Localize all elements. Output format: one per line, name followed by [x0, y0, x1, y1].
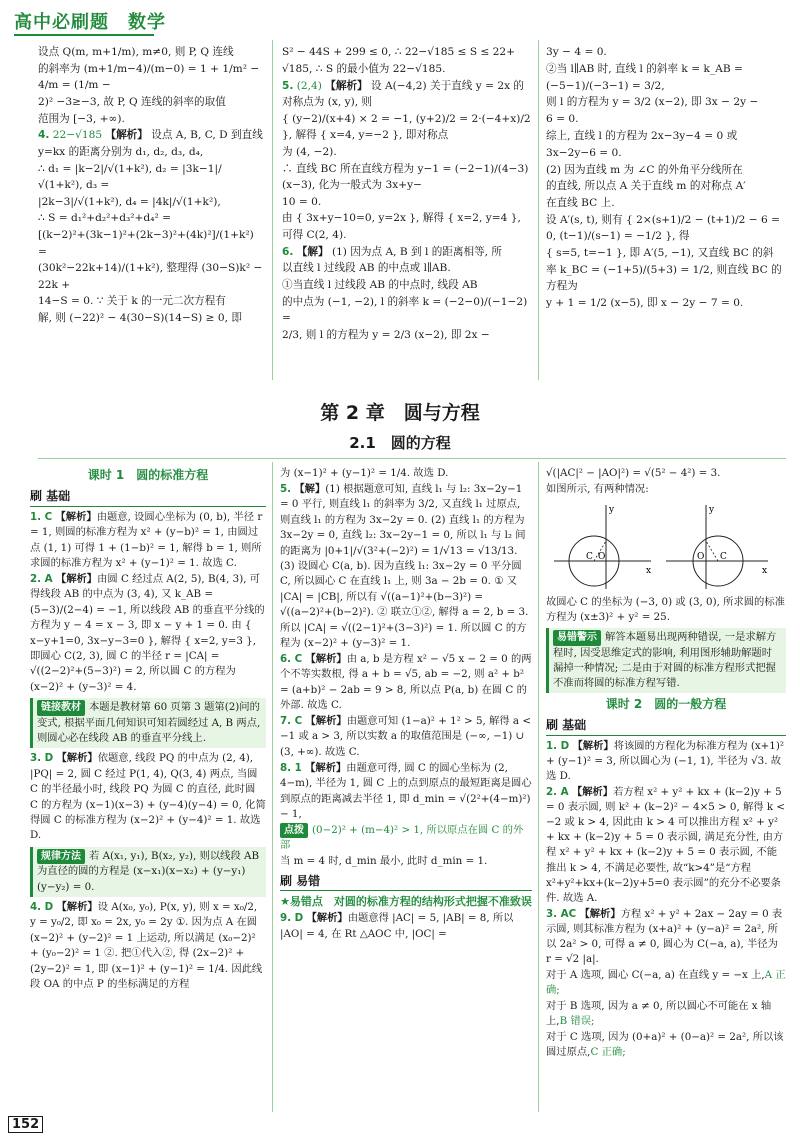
text-line: 3y − 4 = 0.	[546, 46, 607, 58]
figure-right	[666, 505, 768, 589]
text-line: 2)² −3≥−3, 故 P, Q 连线的斜率的取值	[38, 95, 226, 108]
section-label	[30, 489, 266, 506]
point-label: O	[598, 551, 606, 562]
header-rule	[14, 34, 154, 36]
solution-tag: 【解析】	[579, 907, 621, 920]
solution-tag: 【解析】	[55, 510, 97, 523]
bottom-column-3	[546, 466, 786, 1061]
question-number: 2. A	[30, 572, 53, 585]
column-divider	[538, 40, 539, 380]
solution-text: 由题意可得, 圆 C 的圆心坐标为 (2, 4−m), 半径为 1, 圆 C 上的点到原点的最短距离是圆心到原点的距离减去半径 1, 即 d_min = √(2²+(4−m)²) − 1,	[280, 761, 532, 820]
solution-text: 由题意, 设圆心坐标为 (0, b), 半径 r = 1, 则圆的标准方程为 x² + (y−b)² = 1, 由圆过点 (1, 1) 可得 1 + (1−b)² = 1, 解得 b = 1, 则所求圆的标准方程为 x² + (y−1)² = 1. 故选 C.	[30, 510, 263, 570]
point-label: C	[720, 551, 727, 562]
column-divider	[272, 40, 273, 380]
solution-tag: 【解析】	[55, 572, 98, 585]
text-line: (−5−1)/(−3−1) = 3/2,	[546, 79, 665, 92]
q6	[280, 652, 532, 714]
question-number: 6.	[282, 245, 294, 258]
lesson-title: 课时 1 圆的标准方程	[87, 468, 209, 482]
text-line: 的中点为 (−1, −2), l 的斜率 k = (−2−0)/(−1−2) =	[282, 295, 528, 325]
verdict: C 正确;	[590, 1046, 626, 1059]
solution-tag: 【解析】	[306, 912, 348, 925]
text-line: 对于 A 选项, 圆心 C(−a, a) 在直线 y = −x 上,	[546, 969, 765, 982]
solution-tag: 【解析】	[305, 761, 347, 774]
text-line: [(k−2)²+(3k−1)²+(2k−3)²+(4k)²]/(1+k²) =	[38, 229, 254, 258]
solution-text: (1) 根据题意可知, 直线 l₁ 与 l₂: 3x−2y−1 = 0 平行, 则直线 l₁ 的斜率为 3/2, 又直线 l₁ 过原点, 则直线 l₁ 的方程为 3x−2y = 0. (2) 直线 l₁ 的方程为 3x−2y = 0, 直线 l₂: 3x−2y−1 = 0, 所以 l₁ 与 l₂ 间的距离为 |0+1|/√(3²+(−2)²) = 1/√13 = √13/13. (3) 设圆心 C(a, b). 因为直线 l₁: 3x−2y = 0 平分圆 C, 所以圆心 C 在直线 l₁ 上, 则 3a − 2b = 0. ① 又 |CA| = |CB|, 所以有 √((a−1)²+(b−3)²) = √((a−2)²+(b−2)²). ② 联立①②, 解得 a = 2, b = 3. 所以 |CA| = √((2−1)²+(3−3)²) = 1. 所以圆 C 的方程为 (x−2)² + (y−3)² = 1.	[280, 482, 529, 649]
q3	[30, 751, 266, 843]
point-label: O	[697, 551, 705, 562]
solution-tag: 【解】	[294, 482, 326, 495]
lesson-title: 课时 2 圆的一般方程	[605, 697, 727, 712]
option-a	[546, 968, 786, 998]
solution-text: 由题意可知 (1−a)² + 1² > 5, 解得 a < −1 或 a > 3, 所以实数 a 的取值范围是 (−∞, −1) ∪ (3, +∞). 故选 C.	[280, 715, 531, 758]
text-line: 范围为 [−3, +∞).	[38, 112, 125, 125]
warning-label: 易错警示	[553, 630, 601, 645]
note-text: 本题是教材第 60 页第 3 题第(2)问的变式, 根据平面几何知识可知若圆经过 A, B 两点, 则圆心必在线段 AB 的垂直平分线上.	[37, 701, 261, 744]
text-line: √185, ∴ S 的最小值为 22−√185.	[282, 62, 446, 75]
bottom-column-1	[30, 464, 266, 993]
hint-label: 点拨	[280, 823, 308, 838]
method-label: 规律方法	[37, 849, 85, 864]
page-number: 152	[8, 1116, 43, 1133]
note-text: 若 A(x₁, y₁), B(x₂, y₂), 则以线段 AB 为直径的圆的方程是 (x−x₁)(x−x₂) + (y−y₁)(y−y₂) = 0.	[37, 849, 260, 893]
question-number: 4. D	[30, 901, 54, 914]
solution-tag: 【解析】	[572, 739, 614, 752]
q9	[280, 911, 532, 942]
text-line: 对于 B 选项, 因为 a ≠ 0, 所以圆心不可能在 x 轴上,	[546, 999, 772, 1028]
answer: 22−√185	[52, 129, 103, 142]
top-column-1	[38, 44, 266, 327]
section-title: 2.1 圆的方程	[349, 434, 451, 452]
section-label-text: 刷 基础	[546, 718, 587, 733]
solution-tag: 【解析】	[56, 752, 98, 765]
text-line: ∴ d₁ = |k−2|/√(1+k²), d₂ = |3k−1|/√(1+k²), d₃ =	[38, 162, 222, 191]
book-title: 高中必刷题 数学	[14, 12, 166, 33]
text-line: 设 A′(s, t), 则有 { 2×(s+1)/2 − (t+1)/2 − 6 = 0, (t−1)/(s−1) = −1/2 }, 得	[546, 213, 781, 243]
text-line: ①当直线 l 过线段 AB 的中点时, 线段 AB	[282, 279, 478, 292]
question-number: 4.	[38, 129, 50, 142]
warning-box	[546, 628, 786, 693]
solution-text: 依题意, 线段 PQ 的中点为 (2, 4), |PQ| = 2, 圆 C 经过 P(1, 4), Q(3, 4) 两点, 当圆 C 的半径最小时, 线段 PQ 为圆 C 的直径, 此时圆 C 的方程为 (x−1)(x−3) + (y−4)(y−4) = 0, 化简得圆 C 的标准方程为 (x−2)² + (y−4)² = 1. 故选 D.	[30, 752, 266, 842]
text-line: 以直线 l 过线段 AB 的中点或 l∥AB.	[282, 262, 451, 275]
text-line: 2/3, 则 l 的方程为 y = 2/3 (x−2), 即 2x −	[282, 329, 490, 342]
text-line: 设 A(−4,2) 关于直线 y = 2x 的对称点为 (x, y), 则	[282, 79, 525, 108]
page-header	[0, 0, 800, 38]
section-rule	[38, 458, 786, 459]
solution-tag: 【解析】	[56, 901, 98, 914]
axis-label: x	[762, 565, 768, 576]
text-line: 综上, 直线 l 的方程为 2x−3y−4 = 0 或	[546, 129, 738, 142]
section-label-text: 刷 基础	[30, 489, 71, 504]
solution-tag: 【解析】	[305, 652, 347, 665]
link-textbook-label: 链接教材	[37, 700, 85, 715]
section-label	[280, 874, 532, 891]
text-line: (30k²−22k+14)/(1+k²), 整理得 (30−S)k² − 22k +	[38, 262, 263, 291]
solution-text: 将该圆的方程化为标准方程为 (x+1)² + (y−1)² = 3, 所以圆心为 (−1, 1), 半径为 √3. 故选 D.	[546, 739, 784, 782]
hint	[280, 823, 532, 854]
solution-text: 由 a, b 是方程 x² − √5 x − 2 = 0 的两个不等实数根, 得 a + b = √5, ab = −2, 则 a² + b² = (a+b)² − 2ab = 9 > 8, 所以点 P(a, b) 在圆 C 的外部. 故选 C.	[280, 652, 532, 712]
text-line: 6 = 0.	[546, 113, 579, 126]
section-label	[546, 718, 786, 735]
top-column-2	[282, 44, 532, 344]
q6-head	[282, 244, 532, 260]
method-box	[30, 847, 266, 897]
text-line: y + 1 = 1/2 (x−5), 即 x − 2y − 7 = 0.	[546, 296, 744, 309]
hint-text: (0−2)² + (m−4)² > 1, 所以原点在圆 C 的外部	[280, 823, 524, 852]
text-line: 率 k_BC = (−1+5)/(5+3) = 1/2, 则直线 BC 的方程为	[546, 263, 782, 293]
text-line: ②当 l∥AB 时, 直线 l 的斜率 k = k_AB =	[546, 62, 743, 75]
solution-text: 由题意得 |AC| = 5, |AB| = 8, 所以 |AO| = 4, 在 Rt △AOC 中, |OC| =	[280, 912, 514, 940]
text-line: 的直线, 所以点 A 关于直线 m 的对称点 A′	[546, 180, 746, 193]
solution-tag: 【解】	[296, 245, 329, 258]
text-line: 当 m = 4 时, d_min 最小, 此时 d_min = 1.	[280, 855, 488, 868]
solution-text: 由圆 C 经过点 A(2, 5), B(4, 3), 可得线段 AB 的中点为 (3, 4), 又 k_AB = (5−3)/(2−4) = −1, 所以线段 AB 的垂直平分线的方程为 y − 4 = x − 3, 即 x − y + 1 = 0. 由 { x−y+1=0, 3x−y−3=0 }, 解得 { x=2, y=3 }, 即圆心 C(2, 3), 圆 C 的半径 r = |CA| = √((2−2)²+(5−3)²) = 2, 所以圆 C 的方程为 (x−2)² + (y−3)² = 4.	[30, 572, 265, 693]
option-b	[546, 999, 786, 1029]
question-number: 3. D	[30, 752, 54, 765]
text-line: ∴ 直线 BC 所在直线方程为 y−1 = (−2−1)/(4−3) (x−3), 化为一般式为 3x+y−	[282, 162, 529, 191]
axis-label: y	[709, 504, 715, 515]
mistake-heading: ★易错点 对圆的标准方程的结构形式把握不准致误	[280, 894, 532, 908]
q2	[546, 785, 786, 907]
question-number: 2. A	[546, 785, 569, 798]
solution-tag: 【解析】	[325, 79, 368, 92]
circle-figure	[546, 501, 776, 591]
question-number: 5.	[282, 79, 294, 92]
question-number: 9. D	[280, 912, 304, 925]
point-label: C	[586, 551, 593, 562]
solution-tag: 【解析】	[305, 715, 347, 727]
q1	[30, 510, 266, 572]
question-number: 5.	[280, 482, 292, 495]
question-number: 3. AC	[546, 907, 577, 920]
column-divider	[538, 462, 539, 1112]
text-line: (2) 因为直线 m 为 ∠C 的外角平分线所在	[546, 163, 743, 176]
text-line: 14−S = 0. ∵ 关于 k 的一元二次方程有	[38, 295, 226, 308]
column-divider	[272, 462, 273, 1112]
axis-label: x	[646, 565, 652, 576]
q4	[30, 900, 266, 992]
q4-head	[38, 127, 266, 160]
text-line: S² − 44S + 299 ≤ 0, ∴ 22−√185 ≤ S ≤ 22+	[282, 46, 516, 58]
text-line: 解, 则 (−22)² − 4(30−S)(14−S) ≥ 0, 即	[38, 312, 242, 325]
solution-text: 方程 x² + y² + 2ax − 2ay = 0 表示圆, 则其标准方程为 (x+a)² + (y−a)² = 2a², 所以 2a² > 0, 可得 a ≠ 0, 圆心为 C(−a, a), 半径为 r = √2 |a|.	[546, 907, 783, 966]
verdict: B 错误;	[559, 1015, 595, 1028]
q2	[30, 572, 266, 695]
text-line: |2k−3|/√(1+k²), d₄ = |4k|/√(1+k²),	[38, 195, 221, 208]
text-line: { (y−2)/(x+4) × 2 = −1, (y+2)/2 = 2·(−4+x)/2 }, 解得 { x=4, y=−2 }, 即对称点	[282, 112, 531, 141]
text-line: 故圆心 C 的坐标为 (−3, 0) 或 (3, 0), 所求圆的标准方程为 (x±3)² + y² = 25.	[546, 595, 785, 624]
top-column-3	[546, 44, 786, 312]
text-line: 设点 Q(m, m+1/m), m≠0, 则 P, Q 连线	[38, 46, 234, 58]
question-number: 8. 1	[280, 761, 302, 774]
q8	[280, 761, 532, 823]
text-line: 10 = 0.	[282, 195, 322, 208]
link-textbook-box	[30, 698, 266, 748]
answer: (2,4)	[296, 79, 322, 92]
q3	[546, 907, 786, 968]
solution-text: 设 A(x₀, y₀), P(x, y), 则 x = x₀/2, y = y₀/2, 即 x₀ = 2x, y₀ = 2y ①. 因为点 A 在圆 (x−2)² + (y−2)² = 1 上运动, 所以满足 (x₀−2)² + (y₀−2)² = 1 ②. 把①代入②, 得 (2x−2)² + (2y−2)² = 1, 即 (x−1)² + (y−1)² = 1/4. 因此线段 OA 的中点 P 的坐标满足的方程	[30, 901, 263, 991]
text-line: (1) 因为点 A, B 到 l 的距离相等, 所	[331, 245, 503, 258]
question-number: 7. C	[280, 715, 303, 727]
text-line: 3x−2y−6 = 0.	[546, 146, 622, 159]
text-line: 为 (x−1)² + (y−1)² = 1/4. 故选 D.	[280, 467, 449, 479]
text-line: 为 (4, −2).	[282, 145, 337, 158]
question-number: 1. D	[546, 739, 570, 752]
text-line: { s=5, t=−1 }, 即 A′(5, −1), 又直线 BC 的斜	[546, 247, 774, 260]
chapter-title: 第 2 章 圆与方程	[320, 402, 480, 424]
text-line: 对于 C 选项, 因为 (0+a)² + (0−a)² = 2a², 所以该圆过原点,	[546, 1030, 784, 1059]
text-line: 如图所示, 有两种情况:	[546, 482, 649, 495]
q5-head	[282, 78, 532, 111]
text-line: 在直线 BC 上.	[546, 197, 615, 210]
verdict: A 正确;	[546, 969, 786, 997]
section-label-text: 刷 易错	[280, 873, 321, 888]
solution-tag: 【解析】	[105, 129, 148, 142]
note-text: 解答本题易出现两种错误, 一是求解方程时, 因受思维定式的影响, 利用图形辅助解题时漏掉一种情况; 二是由于对圆的标准方程形式把握不准而将圆的标准方程写错.	[553, 631, 777, 689]
option-c	[546, 1030, 786, 1060]
q7	[280, 714, 532, 760]
bottom-column-2	[280, 466, 532, 943]
q1	[546, 739, 786, 785]
text-line: 的斜率为 (m+1/m−4)/(m−0) = 1 + 1/m² − 4/m = (1/m −	[38, 62, 260, 92]
text-line: ∴ S = d₁²+d₂²+d₃²+d₄² =	[38, 212, 171, 225]
figure-left	[554, 505, 651, 589]
text-line: 由 { 3x+y−10=0, y=2x }, 解得 { x=2, y=4 }, 可得 C(2, 4).	[282, 212, 521, 241]
question-number: 6. C	[280, 652, 303, 665]
solution-tag: 【解析】	[571, 785, 614, 798]
text-line: 设点 A, B, C, D 到直线 y=kx 的距离分别为 d₁, d₂, d₃, d₄,	[38, 129, 263, 158]
q5	[280, 482, 532, 651]
question-number: 1. C	[30, 510, 53, 523]
axis-label: y	[609, 504, 615, 515]
text-line: √(|AC|² − |AO|²) = √(5² − 4²) = 3.	[546, 467, 721, 479]
solution-text: 若方程 x² + y² + kx + (k−2)y + 5 = 0 表示圆, 则 k² + (k−2)² − 4×5 > 0, 解得 k < −2 或 k > 4, 因此由 k > 4 可以推出方程 x² + y² + kx + (k−2)y + 5 = 0 表示圆, 满足充分性, 由方程 x² + y² + kx + (k−2)y + 5 = 0 表示圆, 不能推出 k > 4, 不满足必要性, 故“k>4”是“方程 x²+y²+kx+(k−2)y+5=0 表示圆”的充分不必要条件. 故选 A.	[546, 785, 786, 905]
text-line: 则 l 的方程为 y = 3/2 (x−2), 即 3x − 2y −	[546, 96, 759, 109]
